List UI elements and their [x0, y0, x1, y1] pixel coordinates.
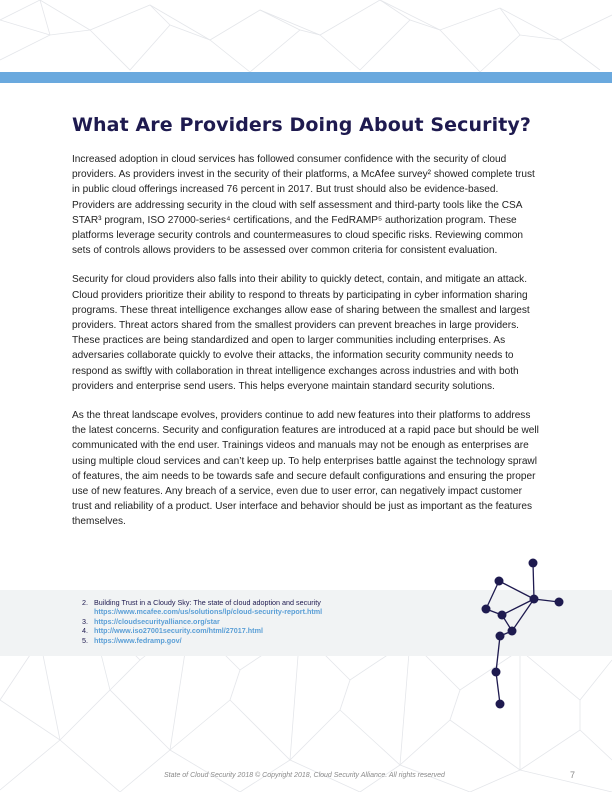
body-text [72, 152, 542, 544]
footnote-item [82, 617, 462, 626]
accent-bar [0, 72, 612, 83]
footnote-item [82, 598, 462, 607]
footnote-number: 5. [82, 635, 88, 645]
network-graph-icon [470, 556, 570, 716]
footnote-link[interactable]: https://www.mcafee.com/us/solutions/lp/cloud-security-report.html [94, 607, 323, 617]
page-title: What Are Providers Doing About Security? [72, 114, 531, 136]
footnote-link[interactable]: https://www.fedramp.gov/ [94, 635, 182, 645]
footnote-link[interactable]: https://cloudsecurityalliance.org/star [94, 616, 220, 626]
footnote-item [82, 636, 462, 645]
footnote-number: 2. [82, 598, 88, 607]
paragraph: As the threat landscape evolves, providers continue to add new features into their platforms to address the latest concerns. Security and configuration features are introduced at a rapid pace but should be well communicated with the end user. Trainings videos and manuals may not be enough as enterprises are using multiple cloud services and can’t keep up. To help enterprises battle against the technology sprawl of features, the aim needs to be towards safe and secure default configurations and ensuring the proper use of new features. Any breach of a service, even due to user error, can negatively impact customer trust and reliability of a product. User interface and behavior should be just as important as the features themselves. [72, 410, 539, 528]
footnotes-list [82, 598, 462, 645]
footnote-number: 4. [82, 626, 88, 636]
footnote-number: 3. [82, 616, 88, 626]
footer-copyright: State of Cloud Security 2018 © Copyright 2018, Cloud Security Alliance. All rights reserved [164, 772, 445, 779]
footnote-link[interactable]: http://www.iso27001security.com/html/27017.html [94, 626, 263, 636]
paragraph: Increased adoption in cloud services has followed consumer confidence with the security of cloud providers. As providers invest in the security of their platforms, a McAfee survey² showed complete trust in public cloud offerings increased 76 percent in 2017. But trust should also be evidence-based. Providers are addressing security in the cloud with self assessment and third-party tools like the CSA STAR³ program, ISO 27000-series⁴ certifications, and the FedRAMP⁵ authorization program. These platforms leverage security controls and countermeasures to cloud specific risks. Reviewing common sets of controls allows providers to be assessed over common criteria for consistent evaluation. [72, 154, 535, 257]
paragraph: Security for cloud providers also falls into their ability to quickly detect, contain, and mitigate an attack. Cloud providers prioritize their ability to respond to threats by participating in cyber information sharing programs. These threat intelligence exchanges allow ease of sharing between the smallest and largest providers. Threat actors shared from the smallest providers can prevent breaches in large providers. These practices are being standardized and open to larger communities including enterprises. As adversaries collaborate quickly to evolve their attacks, the information security community needs to respond as swiftly with collaboration in threat intelligence exchanges across industries and with both providers and enterprise send users. This helps everyone maintain standard security solutions. [72, 274, 530, 392]
footnote-text: Building Trust in a Cloudy Sky: The state of cloud adoption and security [94, 598, 321, 607]
footnote-link-line [82, 607, 462, 616]
page-number: 7 [570, 770, 576, 780]
footnote-item [82, 626, 462, 635]
page-footer [0, 770, 612, 784]
